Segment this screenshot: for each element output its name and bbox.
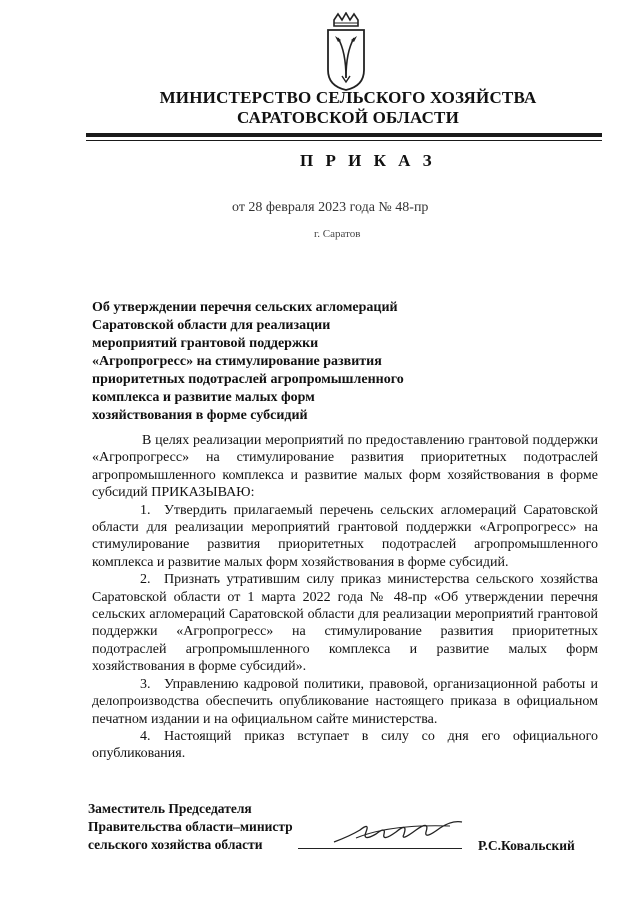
position-line-2: Правительства области–министр xyxy=(88,819,293,834)
signatory-name: Р.С.Ковальский xyxy=(478,838,575,853)
order-item-2 xyxy=(92,571,598,675)
subject-line: «Агропрогресс» на стимулирование развития xyxy=(92,354,382,369)
position-line-3: сельского хозяйства области xyxy=(88,837,263,852)
item-text: Признать утратившим силу приказ министерства сельского хозяйства Саратовской области от 1 марта 2022 года № 48-пр «Об утверждении перечня сельских агломераций Саратовской области для реализации мероприятий грантовой поддержки «Агропрогресс» на стимулирование развития приоритетных подотраслей агропромышленного комплекса и развитие малых форм хозяйствования в форме субсидий». xyxy=(92,572,598,675)
subject-line: Об утверждении перечня сельских агломераций xyxy=(92,300,398,315)
ministry-line-1: МИНИСТЕРСТВО СЕЛЬСКОГО ХОЗЯЙСТВА xyxy=(159,88,537,107)
handwritten-signature xyxy=(330,812,470,852)
subject-line: мероприятий грантовой поддержки xyxy=(92,336,319,351)
order-item-4 xyxy=(92,728,598,763)
order-city: г. Саратов xyxy=(314,228,361,240)
order-date-number: от 28 февраля 2023 года № 48-пр xyxy=(232,200,429,215)
preamble-paragraph: В целях реализации мероприятий по предоставлению грантовой поддержки «Агропрогресс» на стимулирование развития приоритетных подотраслей агропромышленного комплекса и развитие малых форм хозяйствования в форме субсидий ПРИКАЗЫВАЮ: xyxy=(92,433,598,501)
document-type-title: П Р И К А З xyxy=(300,151,436,170)
order-subject xyxy=(92,299,452,425)
ministry-name xyxy=(0,88,640,128)
item-text: Настоящий приказ вступает в силу со дня его официального опубликования. xyxy=(92,728,598,762)
subject-line: комплекса и развитие малых форм xyxy=(92,390,315,405)
subject-line: приоритетных подотраслей агропромышленного xyxy=(92,372,404,387)
item-number: 3. xyxy=(140,676,151,692)
position-line-1: Заместитель Председателя xyxy=(88,801,252,816)
ministry-line-2: САРАТОВСКОЙ ОБЛАСТИ xyxy=(236,108,460,127)
item-text: Управлению кадровой политики, правовой, организационной работы и делопроизводства обеспечить опубликование настоящего приказа в официальном печатном издании и на официальном сайте министерства. xyxy=(92,676,598,727)
signatory-position xyxy=(88,800,293,854)
signature-underline xyxy=(298,848,462,849)
order-body xyxy=(92,432,598,763)
order-item-1 xyxy=(92,502,598,572)
order-item-3 xyxy=(92,676,598,728)
subject-line: хозяйствования в форме субсидий xyxy=(92,408,308,423)
item-text: Утвердить прилагаемый перечень сельских агломераций Саратовской области для реализации мероприятий грантовой поддержки «Агропрогресс» на стимулирование развития приоритетных подотраслей агропромышленного комплекса и развитие малых форм хозяйствования в форме субсидий. xyxy=(92,502,598,570)
header-divider-thin xyxy=(86,140,602,141)
saratov-coat-of-arms-icon xyxy=(318,12,374,92)
item-number: 4. xyxy=(140,728,151,744)
header-divider-thick xyxy=(86,133,602,137)
item-number: 1. xyxy=(140,502,151,518)
subject-line: Саратовской области для реализации xyxy=(92,318,331,333)
item-number: 2. xyxy=(140,572,151,588)
